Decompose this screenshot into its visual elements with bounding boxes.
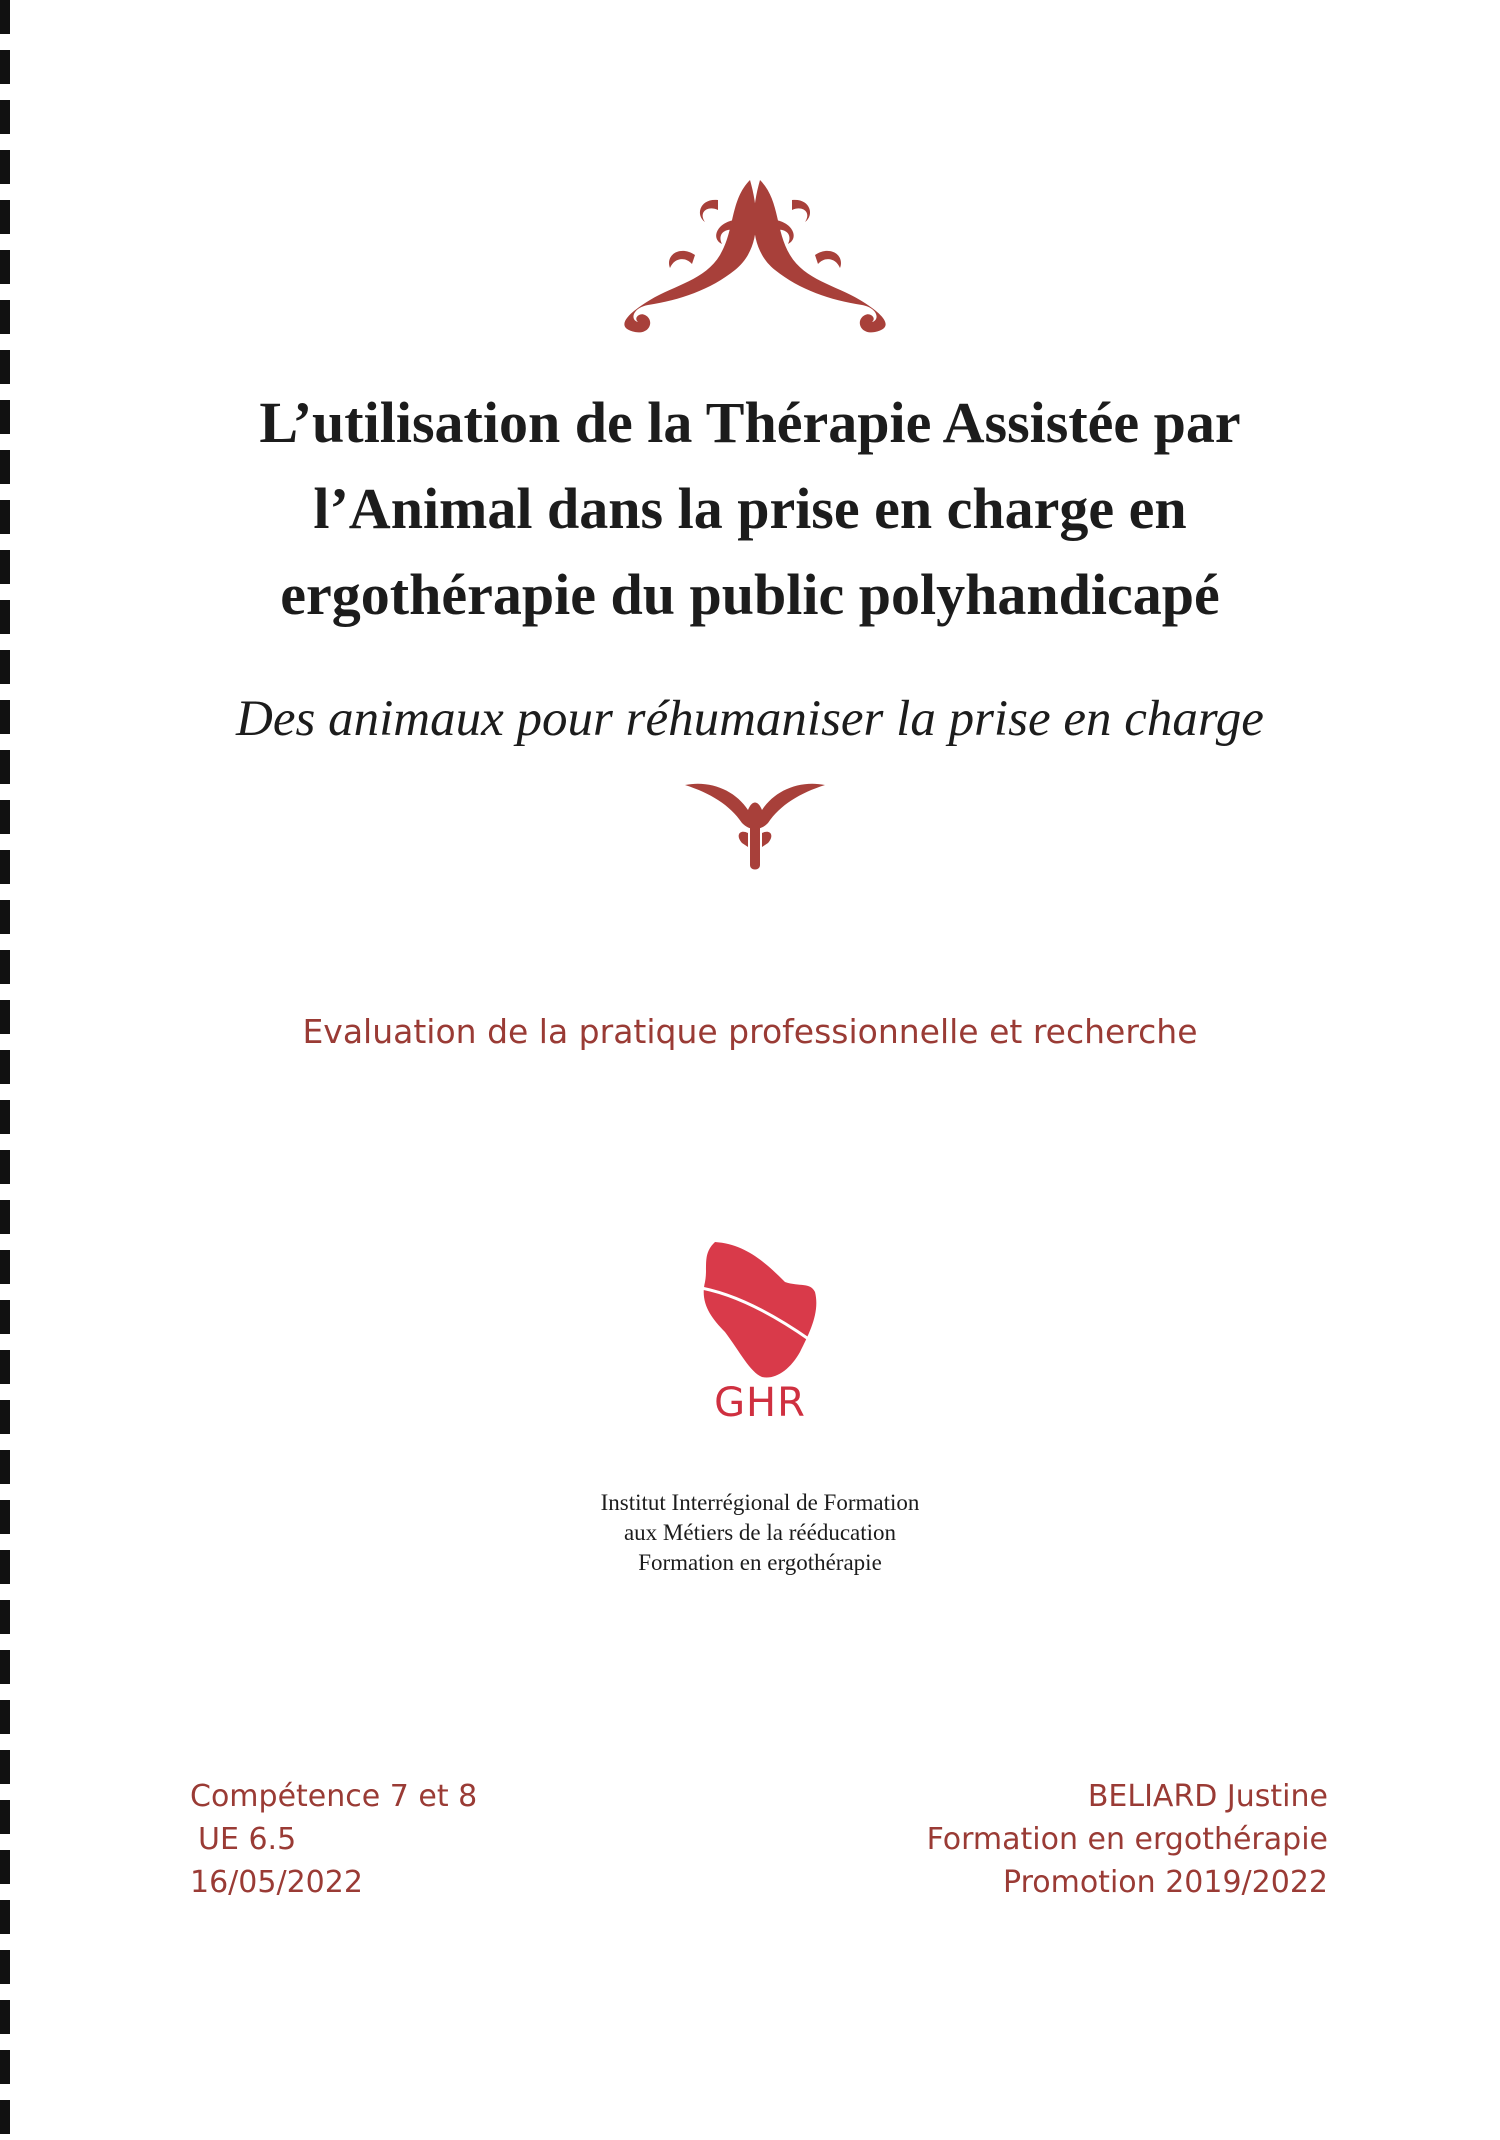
institute-name [500,1488,1020,1578]
institute-line: aux Métiers de la rééducation [623,1520,897,1545]
logo-text: GHR [714,1380,806,1426]
institute-line: Formation en ergothérapie [638,1550,882,1575]
title-line: l’Animal dans la prise en charge en [313,476,1187,541]
institute-line: Institut Interrégional de Formation [600,1490,920,1515]
author-info [927,1775,1328,1904]
fleuron-icon [680,765,830,875]
section-label: Evaluation de la pratique professionnelle et recherche [302,1012,1198,1051]
date-label: 16/05/2022 [190,1865,363,1900]
spiral-binding [0,0,10,2140]
author-name: BELIARD Justine [1087,1779,1328,1814]
title-line: ergothérapie du public polyhandicapé [280,562,1220,627]
floral-ornament-icon [600,160,910,335]
promotion-label: Promotion 2019/2022 [1003,1865,1328,1900]
document-title [130,380,1370,638]
ue-label: UE 6.5 [198,1822,297,1857]
course-info [190,1775,477,1904]
ghr-logo-icon [690,1232,830,1382]
program-label: Formation en ergothérapie [926,1822,1328,1857]
competence-label: Compétence 7 et 8 [190,1779,478,1814]
document-subtitle: Des animaux pour réhumaniser la prise en charge [236,691,1264,747]
title-line: L’utilisation de la Thérapie Assistée par [259,390,1241,455]
